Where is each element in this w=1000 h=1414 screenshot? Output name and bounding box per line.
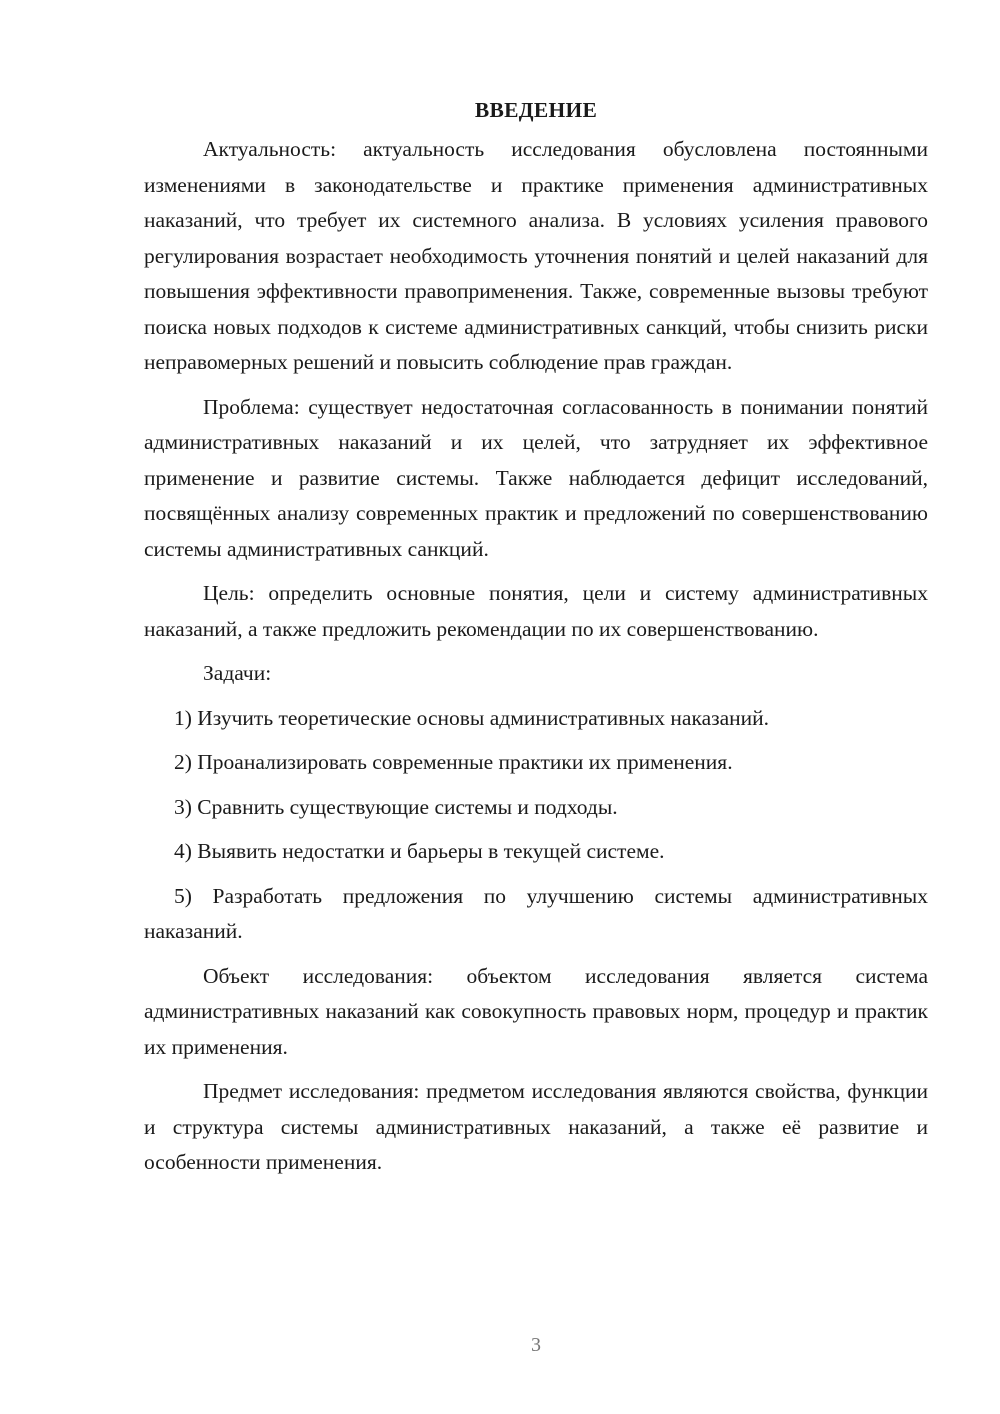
task-item-3: 3) Сравнить существующие системы и подходы. [174,794,618,819]
task-item-1: 1) Изучить теоретические основы административных наказаний. [174,705,770,730]
paragraph-problem: Проблема: существует недостаточная согласованность в понимании понятий административных наказаний и их целей, что затрудняет их эффективное применение и развитие системы. Также наблюдается дефицит исследований, посвящённых анализу современных практик и предложений по совершенствованию системы административных санкций. [144,394,928,561]
paragraph-relevance: Актуальность: актуальность исследования обусловлена постоянными изменениями в законодательстве и практике применения административных наказаний, что требует их системного анализа. В условиях усиления правового регулирования возрастает необходимость уточнения понятий и целей наказаний для повышения эффективности правоприменения. Также, современные вызовы требуют поиска новых подходов к системе административных санкций, чтобы снизить риски неправомерных решений и повысить соблюдение прав граждан. [144,137,928,374]
task-item-2: 2) Проанализировать современные практики их применения. [174,750,733,774]
paragraph-goal: Цель: определить основные понятия, цели и систему административных наказаний, а также предложить рекомендации по их совершенствованию. [144,581,928,641]
paragraph-subject: Предмет исследования: предметом исследования являются свойства, функции и структура системы административных наказаний, а также её развитие и особенности применения. [144,1079,928,1174]
paragraph-object: Объект исследования: объектом исследования является система административных наказаний как совокупность правовых норм, процедур и практик их применения. [144,963,928,1059]
tasks-label: Задачи: [203,661,272,685]
task-item-5: 5) Разработать предложения по улучшению системы административных наказаний. [144,883,928,943]
task-item-4: 4) Выявить недостатки и барьеры в текущей системе. [174,839,665,863]
section-heading: ВВЕДЕНИЕ [474,98,598,122]
page-number: 3 [531,1334,541,1356]
document-page [144,92,928,1190]
